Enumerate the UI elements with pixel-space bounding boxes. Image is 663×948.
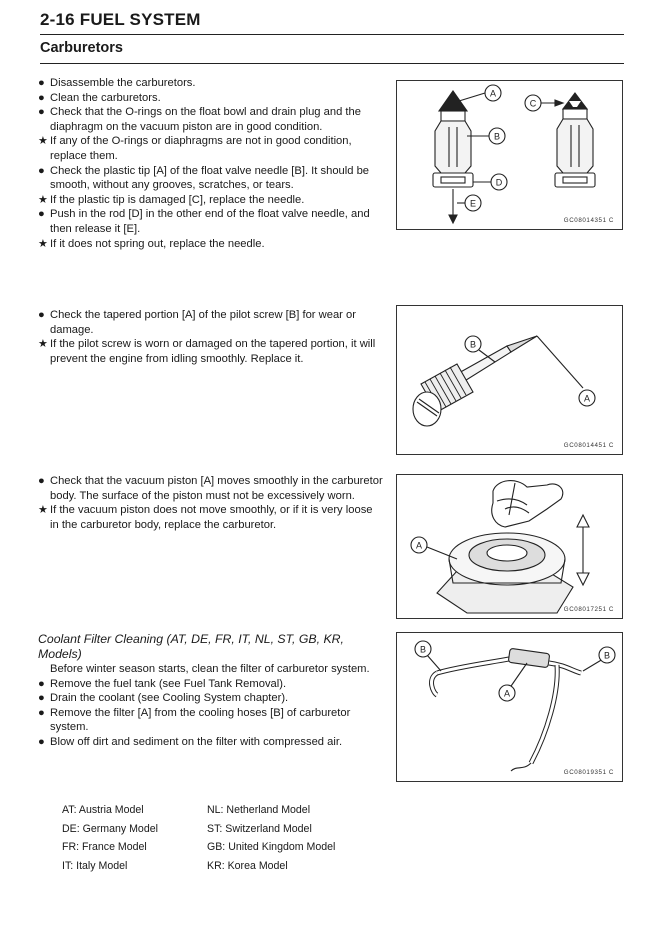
- pilot-screw-illustration: [397, 306, 623, 455]
- list-item: ● Disassemble the carburetors.: [38, 77, 196, 89]
- list-item: ● Clean the carburetors.: [38, 91, 161, 104]
- callout-a: A: [583, 393, 591, 404]
- callout-d: D: [495, 177, 503, 188]
- pilot-screw-instructions: [38, 308, 383, 366]
- callout-a: A: [415, 540, 423, 551]
- list-item: ★ If the pilot screw is worn or damaged on the tapered portion, it will prevent the engine from idling smoothly. Replace it.: [38, 338, 376, 365]
- figure-code: GC08014451 C: [563, 442, 614, 449]
- callout-b-left: B: [419, 644, 427, 655]
- figure-code: GC08014351 C: [563, 217, 614, 224]
- list-item: ● Drain the coolant (see Cooling System chapter).: [38, 692, 289, 705]
- list-item: ● Push in the rod [D] in the other end of the float valve needle, and then release it [E].: [38, 208, 370, 235]
- coolant-filter-illustration: [397, 633, 623, 782]
- callout-e: E: [469, 198, 477, 209]
- model-legend: AT: Austria Model NL: Netherland Model DE: Germany Model ST: Switzerland Model FR: France Model GB: United Kingdom Model IT: Italy Model KR: Korea Model: [62, 804, 336, 872]
- callout-c: C: [529, 98, 537, 109]
- figure-code: GC08019351 C: [563, 769, 614, 776]
- callout-a: A: [489, 88, 497, 99]
- float-valve-needle-figure: [396, 80, 623, 230]
- coolant-filter-section: [38, 632, 383, 750]
- coolant-intro: Before winter season starts, clean the filter of carburetor system.: [50, 663, 370, 675]
- list-item: ★ If the plastic tip is damaged [C], replace the needle.: [38, 193, 305, 206]
- list-item: ★ If any of the O-rings or diaphragms are not in good condition, replace them.: [38, 135, 352, 162]
- list-item: ★ If the vacuum piston does not move smoothly, or if it is very loose in the carburetor body, replace the carburetor.: [38, 504, 373, 531]
- vacuum-piston-illustration: [397, 475, 623, 619]
- coolant-heading: Coolant Filter Cleaning (AT, DE, FR, IT, NL, ST, GB, KR, Models): [38, 632, 344, 661]
- vacuum-piston-figure: [396, 474, 623, 619]
- list-item: ★ If it does not spring out, replace the needle.: [38, 237, 265, 250]
- callout-a: A: [503, 688, 511, 699]
- list-item: ● Check the tapered portion [A] of the pilot screw [B] for wear or damage.: [38, 309, 356, 336]
- float-valve-needle-illustration: [397, 81, 623, 230]
- figure-code: GC08017251 C: [563, 606, 614, 613]
- vacuum-piston-instructions: [38, 474, 383, 532]
- callout-b: B: [469, 339, 477, 350]
- list-item: ● Check that the vacuum piston [A] moves smoothly in the carburetor body. The surface of the piston must not be excessively worn.: [38, 475, 383, 502]
- section-title: Carburetors: [40, 40, 123, 56]
- section-rule: [40, 63, 624, 64]
- carburetor-instructions: [38, 76, 383, 251]
- page-title: 2-16 FUEL SYSTEM: [40, 10, 201, 29]
- list-item: ● Remove the fuel tank (see Fuel Tank Removal).: [38, 677, 287, 690]
- list-item: ● Blow off dirt and sediment on the filter with compressed air.: [38, 735, 343, 748]
- pilot-screw-figure: [396, 305, 623, 455]
- callout-b: B: [493, 131, 501, 142]
- title-rule: [40, 34, 624, 35]
- list-item: ● Remove the filter [A] from the cooling hoses [B] of carburetor system.: [38, 706, 351, 734]
- callout-b-right: B: [603, 650, 611, 661]
- coolant-filter-figure: [396, 632, 623, 782]
- list-item: ● Check that the O-rings on the float bowl and drain plug and the diaphragm on the vacuum piston are in good condition.: [38, 106, 361, 133]
- list-item: ● Check the plastic tip [A] of the float valve needle [B]. It should be smooth, without any grooves, scratches, or tears.: [38, 164, 370, 192]
